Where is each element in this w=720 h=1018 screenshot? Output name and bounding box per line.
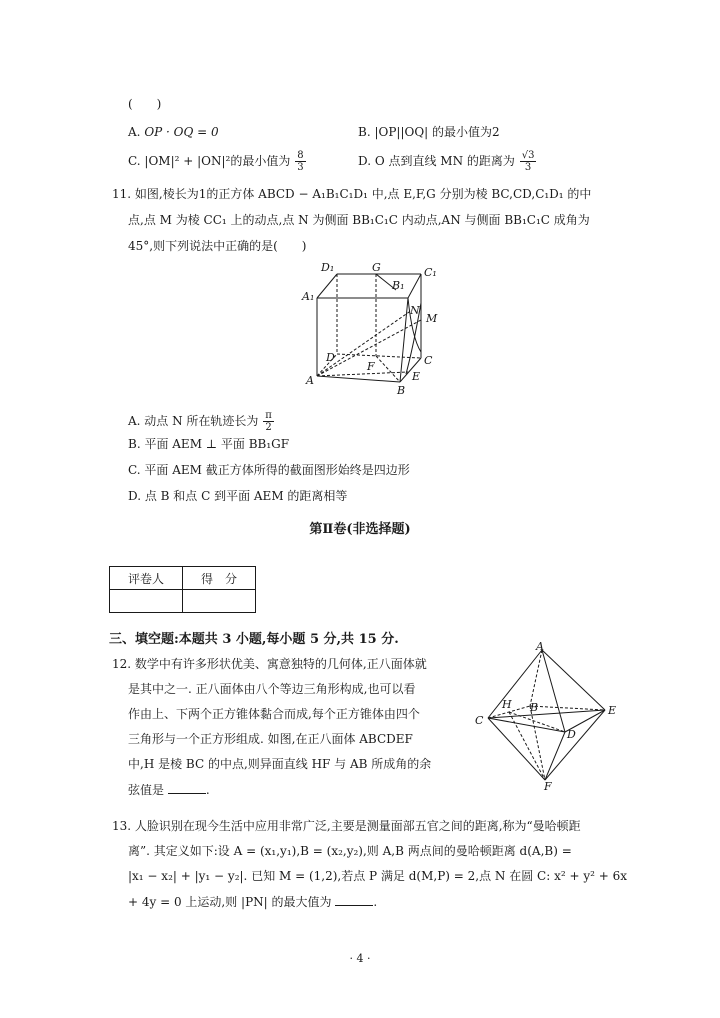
q11-line-2: 点,点 M 为棱 CC₁ 上的动点,点 N 为侧面 BB₁C₁C 内动点,AN 与侧面 BB₁C₁C 成角为 — [128, 213, 590, 227]
q13-line-3: |x₁ − x₂| + |y₁ − y₂|. 已知 M = (1,2),若点 P 满足 d(M,P) = 2,点 N 在圆 C: x² + y² + 6x — [128, 869, 628, 883]
q10-option-b-label: B. — [358, 125, 371, 139]
q10-option-c-text: |OM|² + |ON|²的最小值为 — [144, 154, 291, 168]
part-2-title: 第Ⅱ卷(非选择题) — [309, 522, 411, 537]
q10-option-a-label: A. — [128, 125, 141, 139]
q10-option-c-fraction — [295, 150, 305, 173]
q10-option-c — [128, 150, 307, 173]
q10-option-d-denominator: 3 — [524, 162, 532, 173]
cube-label-m: M — [426, 312, 438, 325]
q11-option-d: D. 点 B 和点 C 到平面 AEM 的距离相等 — [128, 489, 348, 503]
cube-label-a1: A₁ — [302, 290, 315, 303]
cube-label-e: E — [412, 370, 421, 383]
score-table-score-cell — [183, 590, 256, 613]
q13-line-4 — [128, 893, 377, 910]
q10-bracket: ( ) — [128, 97, 162, 111]
q10-option-d-text: O 点到直线 MN 的距离为 — [374, 154, 515, 168]
octa-label-e: E — [608, 704, 617, 717]
q12-line-2: 是其中之一. 正八面体由八个等边三角形构成,也可以看 — [128, 682, 416, 696]
cube-label-b: B — [397, 384, 406, 397]
score-table-grader-header: 评卷人 — [110, 567, 183, 590]
page-number: · 4 · — [349, 952, 371, 965]
cube-label-d: D — [326, 351, 335, 364]
score-table-score-header: 得 分 — [183, 567, 256, 590]
octa-label-a: A — [536, 640, 544, 653]
q10-option-d-label: D. — [358, 154, 372, 168]
octa-label-h: H — [502, 698, 512, 711]
q11-line-3: 45°,则下列说法中正确的是( ) — [128, 239, 307, 253]
q10-option-b-text: |OP||OQ| 的最小值为2 — [374, 125, 500, 139]
q12-line-6-end: . — [205, 783, 210, 797]
octahedron-figure — [470, 640, 620, 792]
q10-option-c-denominator: 3 — [297, 162, 304, 173]
octa-label-b: B — [530, 701, 539, 714]
q10-option-a-text: OP · OQ = 0 — [144, 125, 219, 139]
q12-answer-blank[interactable] — [168, 781, 206, 794]
q11-option-c: C. 平面 AEM 截正方体所得的截面图形始终是四边形 — [128, 463, 410, 477]
score-table-grader-cell — [110, 590, 183, 613]
section-3-title: 三、填空题:本题共 3 小题,每小题 5 分,共 15 分. — [109, 632, 399, 647]
q11-option-a-fraction — [263, 410, 274, 433]
q11-option-a-denominator: 2 — [265, 422, 272, 433]
cube-label-g: G — [372, 261, 381, 274]
q12-line-4: 三角形与一个正方形组成. 如图,在正八面体 ABCDEF — [128, 732, 413, 746]
q13-answer-blank[interactable] — [335, 893, 373, 906]
cube-label-f: F — [367, 360, 375, 373]
cube-label-c: C — [424, 354, 433, 367]
q13-line-4-end: . — [373, 895, 378, 909]
q13-line-1: 13. 人脸识别在现今生活中应用非常广泛,主要是测量面部五官之间的距离,称为“曼哈顿距 — [112, 819, 581, 833]
cube-figure — [300, 258, 450, 398]
q10-option-c-label: C. — [128, 154, 141, 168]
octa-label-f: F — [544, 780, 552, 792]
cube-label-a: A — [306, 374, 314, 387]
q11-option-b: B. 平面 AEM ⊥ 平面 BB₁GF — [128, 437, 290, 451]
q10-option-d-fraction — [520, 150, 537, 173]
q13-line-4-text: + 4y = 0 上运动,则 |PN| 的最大值为 — [128, 895, 332, 909]
q12-line-3: 作由上、下两个正方锥体黏合而成,每个正方锥体由四个 — [128, 707, 420, 721]
cube-label-c1: C₁ — [424, 266, 437, 279]
q10-option-d — [358, 150, 537, 173]
q10-option-b — [358, 124, 500, 140]
octa-label-c: C — [475, 714, 484, 727]
q12-line-5: 中,H 是棱 BC 的中点,则异面直线 HF 与 AB 所成角的余 — [128, 757, 432, 771]
score-table — [109, 566, 256, 613]
octa-label-d: D — [567, 728, 576, 741]
q13-line-2: 离”. 其定义如下:设 A = (x₁,y₁),B = (x₂,y₂),则 A,B 两点间的曼哈顿距离 d(A,B) = — [128, 844, 572, 858]
cube-label-n: N — [410, 304, 420, 317]
q11-line-1: 11. 如图,棱长为1的正方体 ABCD − A₁B₁C₁D₁ 中,点 E,F,G 分别为棱 BC,CD,C₁D₁ 的中 — [112, 187, 592, 201]
q11-option-a-text: A. 动点 N 所在轨迹长为 — [128, 414, 259, 428]
q11-option-a — [128, 410, 275, 433]
q12-line-1: 12. 数学中有许多形状优美、寓意独特的几何体,正八面体就 — [112, 657, 427, 671]
q11-option-a-numerator: π — [265, 410, 272, 421]
q10-option-d-numerator: √3 — [521, 150, 535, 161]
cube-label-b1: B₁ — [392, 279, 405, 292]
cube-label-d1: D₁ — [321, 261, 335, 274]
q12-line-6-text: 弦值是 — [128, 783, 165, 797]
q10-option-a — [128, 124, 219, 140]
q12-line-6 — [128, 781, 210, 798]
q10-option-c-numerator: 8 — [297, 150, 304, 161]
